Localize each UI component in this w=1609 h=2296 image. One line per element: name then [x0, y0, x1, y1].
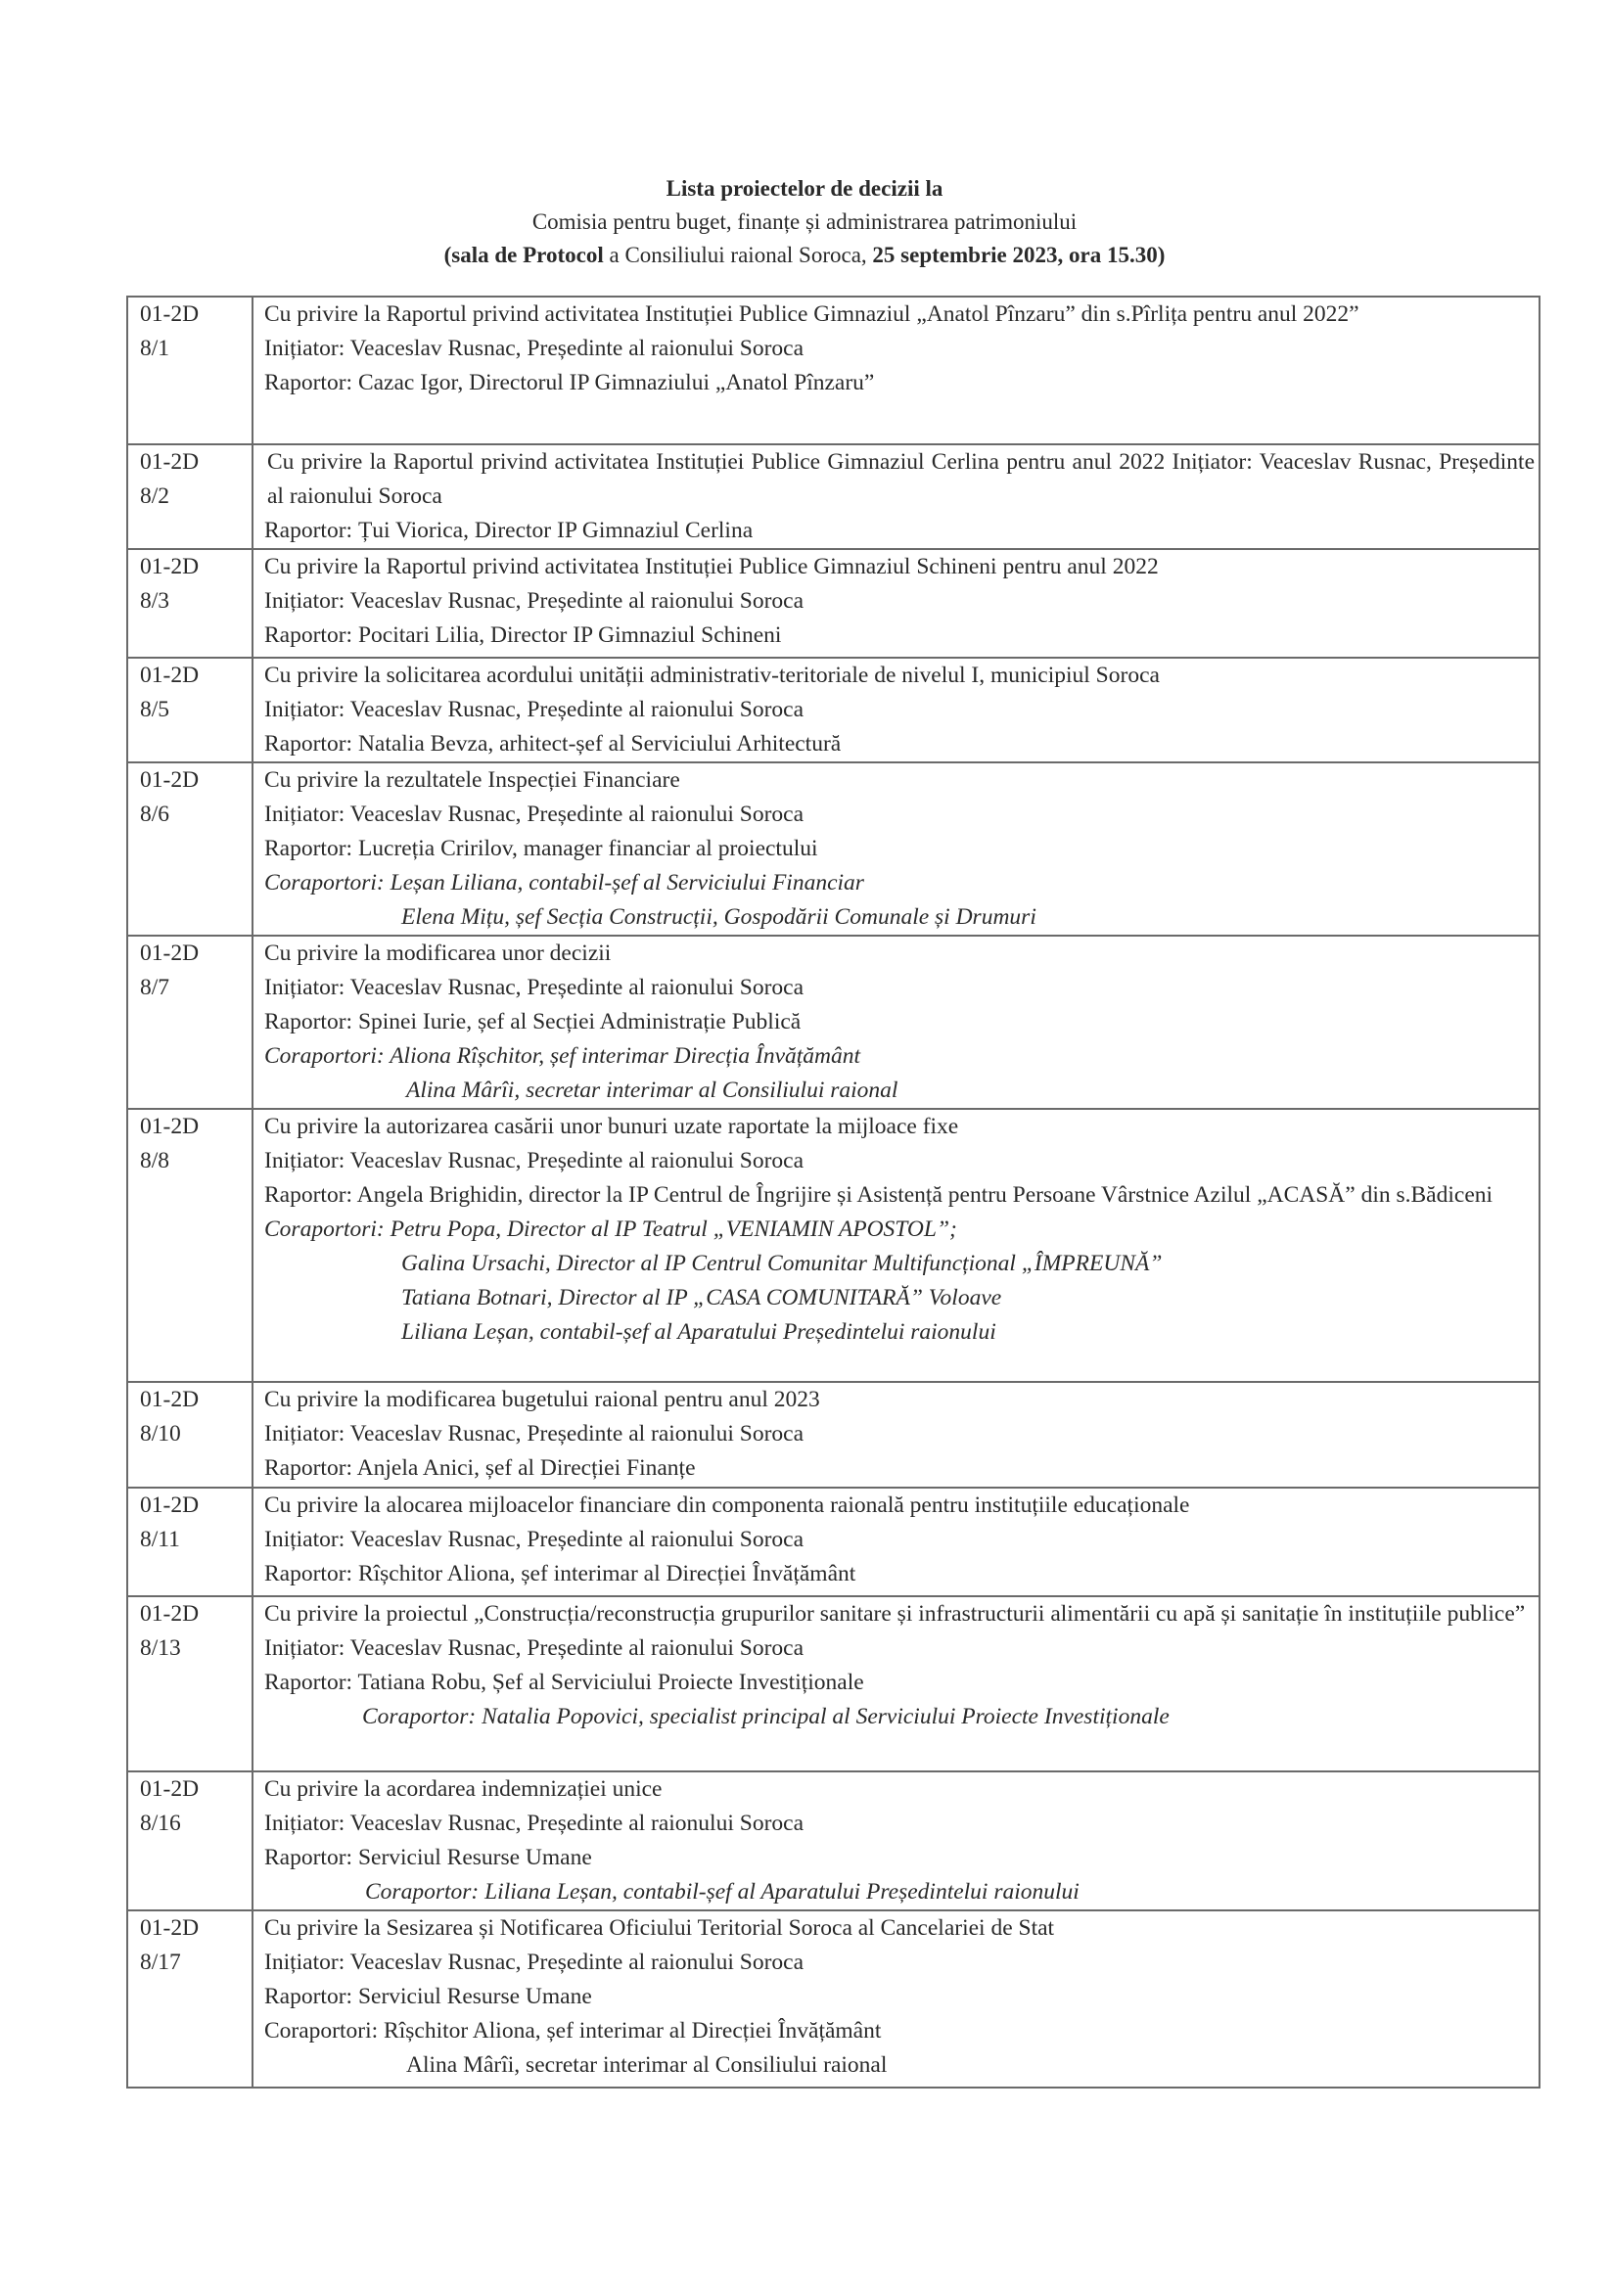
item-number-cell — [127, 658, 253, 762]
item-initiator: Inițiator: Veaceslav Rusnac, Președinte al raionului Soroca — [264, 336, 804, 361]
item-initiator: Inițiator: Veaceslav Rusnac, Președinte al raionului Soroca — [264, 1950, 804, 1975]
item-subject: Cu privire la Raportul privind activitatea Instituției Publice Gimnaziul Schineni pentru anul 2022 — [264, 554, 1159, 579]
item-number: 8/10 — [140, 1421, 181, 1446]
item-code: 01-2D — [140, 301, 200, 327]
item-rapporteur: Raportor: Anjela Anici, șef al Direcției Finanțe — [264, 1455, 696, 1481]
item-subject: Cu privire la autorizarea casării unor bunuri uzate raportate la mijloace fixe — [264, 1114, 959, 1139]
item-code: 01-2D — [140, 1114, 200, 1139]
item-content-cell — [253, 549, 1540, 658]
item-co-rapporteur: Alina Mârîi, secretar interimar al Consiliului raional — [406, 1078, 898, 1103]
item-number-cell — [127, 762, 253, 936]
item-co-rapporteur: Coraportori: Aliona Rîșchitor, șef interimar Direcția Învățământ — [264, 1043, 861, 1069]
item-code: 01-2D — [140, 449, 200, 475]
table-row — [127, 1771, 1540, 1910]
item-subject: Cu privire la Raportul privind activitatea Instituției Publice Gimnaziul „Anatol Pînzaru” din s.Pîrlița pentru anul 2022” — [264, 301, 1359, 327]
item-initiator: Inițiator: Veaceslav Rusnac, Președinte al raionului Soroca — [264, 1811, 804, 1836]
item-content-cell — [253, 1596, 1540, 1771]
item-subject: Cu privire la alocarea mijloacelor financiare din componenta raională pentru instituțiile educaționale — [264, 1492, 1190, 1518]
item-code: 01-2D — [140, 554, 200, 579]
item-content-cell — [253, 1109, 1540, 1382]
item-code: 01-2D — [140, 1492, 200, 1518]
item-code: 01-2D — [140, 941, 200, 966]
committee-name: Comisia pentru buget, finanțe și administrarea patrimoniului — [531, 209, 1078, 234]
item-rapporteur: Raportor: Rîșchitor Aliona, șef interimar al Direcției Învățământ — [264, 1561, 856, 1586]
item-number: 8/5 — [140, 697, 170, 722]
item-initiator: Inițiator: Veaceslav Rusnac, Președinte al raionului Soroca — [264, 975, 804, 1000]
item-number: 8/8 — [140, 1148, 170, 1173]
item-rapporteur: Raportor: Țui Viorica, Director IP Gimnaziul Cerlina — [264, 518, 754, 543]
item-number: 8/2 — [140, 483, 170, 509]
item-number-cell — [127, 297, 253, 444]
item-number: 8/16 — [140, 1811, 181, 1836]
table-row — [127, 1910, 1540, 2088]
item-code: 01-2D — [140, 767, 200, 793]
item-subject: Cu privire la modificarea bugetului raional pentru anul 2023 — [264, 1387, 820, 1412]
table-row — [127, 1382, 1540, 1488]
item-number-cell — [127, 1771, 253, 1910]
item-rapporteur: Raportor: Serviciul Resurse Umane — [264, 1845, 592, 1870]
item-number: 8/17 — [140, 1950, 181, 1975]
item-number: 8/6 — [140, 802, 170, 827]
item-co-rapporteur: Coraportori: Rîșchitor Aliona, șef interimar al Direcției Învățământ — [264, 2018, 882, 2043]
table-row — [127, 297, 1540, 444]
table-row — [127, 658, 1540, 762]
item-subject: Cu privire la proiectul „Construcția/reconstrucția grupurilor sanitare și infrastructurii alimentării cu apă și sanitație în instituțiile publice” — [264, 1601, 1526, 1627]
item-number-cell — [127, 1109, 253, 1382]
item-rapporteur: Raportor: Tatiana Robu, Șef al Serviciului Proiecte Investiționale — [264, 1670, 864, 1695]
table-row — [127, 1596, 1540, 1771]
item-subject: Cu privire la solicitarea acordului unității administrativ-teritoriale de nivelul I, municipiul Soroca — [264, 663, 1160, 688]
table-row — [127, 1488, 1540, 1596]
item-rapporteur: Raportor: Spinei Iurie, șef al Secției Administrație Publică — [264, 1009, 802, 1034]
item-rapporteur: Raportor: Lucreția Cririlov, manager financiar al proiectului — [264, 836, 818, 861]
meeting-place: a Consiliului raional Soroca, — [603, 243, 873, 267]
item-code: 01-2D — [140, 1601, 200, 1627]
table-row — [127, 444, 1540, 549]
item-initiator: Inițiator: Veaceslav Rusnac, Președinte al raionului Soroca — [264, 802, 804, 827]
decision-projects-table — [126, 296, 1540, 2089]
item-subject: Cu privire la modificarea unor decizii — [264, 941, 612, 966]
item-content-cell — [253, 1910, 1540, 2088]
table-row — [127, 549, 1540, 658]
document-header — [0, 172, 1609, 272]
item-initiator: Inițiator: Veaceslav Rusnac, Președinte al raionului Soroca — [264, 588, 804, 614]
item-subject: Cu privire la acordarea indemnizației unice — [264, 1776, 663, 1802]
item-co-rapporteur: Galina Ursachi, Director al IP Centrul Comunitar Multifuncțional „ÎMPREUNĂ” — [401, 1251, 1163, 1276]
item-content-cell — [253, 1382, 1540, 1488]
item-initiator: Inițiator: Veaceslav Rusnac, Președinte al raionului Soroca — [264, 1421, 804, 1446]
item-content-cell — [253, 1771, 1540, 1910]
item-initiator: Inițiator: Veaceslav Rusnac, Președinte al raionului Soroca — [264, 1148, 804, 1173]
item-initiator: Inițiator: Veaceslav Rusnac, Președinte al raionului Soroca — [264, 697, 804, 722]
item-rapporteur: Raportor: Serviciul Resurse Umane — [264, 1984, 592, 2009]
item-number-cell — [127, 549, 253, 658]
table-row — [127, 762, 1540, 936]
meeting-room: sala de Protocol — [451, 243, 604, 267]
item-co-rapporteur: Coraportori: Leșan Liliana, contabil-șef al Serviciului Financiar — [264, 870, 864, 895]
item-co-rapporteur: Alina Mârîi, secretar interimar al Consiliului raional — [406, 2052, 888, 2078]
item-number: 8/7 — [140, 975, 170, 1000]
item-number-cell — [127, 1382, 253, 1488]
table-row — [127, 936, 1540, 1109]
item-co-rapporteur: Tatiana Botnari, Director al IP „CASA COMUNITARĂ” Voloave — [401, 1285, 1002, 1310]
item-co-rapporteur: Coraportori: Petru Popa, Director al IP Teatrul „VENIAMIN APOSTOL”; — [264, 1217, 957, 1242]
meeting-details: (sala de Protocol a Consiliului raional Soroca, 25 septembrie 2023, ora 15.30) — [443, 243, 1166, 267]
item-code: 01-2D — [140, 1915, 200, 1941]
item-co-rapporteur: Coraportor: Liliana Leșan, contabil-șef al Aparatului Președintelui raionului — [365, 1879, 1080, 1905]
item-rapporteur: Raportor: Pocitari Lilia, Director IP Gimnaziul Schineni — [264, 622, 782, 648]
item-number: 8/3 — [140, 588, 170, 614]
item-number-cell — [127, 1910, 253, 2088]
item-rapporteur: Raportor: Angela Brighidin, director la IP Centrul de Îngrijire și Asistență pentru Persoane Vârstnice Azilul „ACASĂ” din s.Bădiceni — [264, 1182, 1494, 1208]
item-code: 01-2D — [140, 663, 200, 688]
item-subject: Cu privire la Raportul privind activitatea Instituției Publice Gimnaziul Cerlina pentru anul 2022 Inițiator: Veaceslav Rusnac, Președinte al raionului Soroca — [267, 449, 1535, 509]
item-initiator: Inițiator: Veaceslav Rusnac, Președinte al raionului Soroca — [264, 1635, 804, 1661]
item-subject: Cu privire la rezultatele Inspecției Financiare — [264, 767, 680, 793]
item-rapporteur: Raportor: Natalia Bevza, arhitect-șef al Serviciului Arhitectură — [264, 731, 842, 757]
item-co-rapporteur: Elena Mițu, șef Secția Construcții, Gospodării Comunale și Drumuri — [401, 904, 1036, 930]
item-initiator: Inițiator: Veaceslav Rusnac, Președinte al raionului Soroca — [264, 1527, 804, 1552]
table-row — [127, 1109, 1540, 1382]
item-number-cell — [127, 444, 253, 549]
item-content-cell — [253, 658, 1540, 762]
item-number-cell — [127, 1596, 253, 1771]
item-number-cell — [127, 936, 253, 1109]
item-co-rapporteur: Coraportor: Natalia Popovici, specialist principal al Serviciului Proiecte Investiționale — [362, 1704, 1170, 1729]
item-number: 8/13 — [140, 1635, 181, 1661]
meeting-date-time: 25 septembrie 2023, ora 15.30 — [872, 243, 1158, 267]
item-rapporteur: Raportor: Cazac Igor, Directorul IP Gimnaziului „Anatol Pînzaru” — [264, 370, 875, 395]
item-number-cell — [127, 1488, 253, 1596]
item-content-cell — [253, 1488, 1540, 1596]
item-content-cell — [253, 762, 1540, 936]
item-co-rapporteur: Liliana Leșan, contabil-șef al Aparatului Președintelui raionului — [401, 1319, 996, 1345]
item-content-cell — [253, 297, 1540, 444]
item-code: 01-2D — [140, 1387, 200, 1412]
item-content-cell — [253, 936, 1540, 1109]
item-content-cell — [253, 444, 1540, 549]
item-code: 01-2D — [140, 1776, 200, 1802]
item-number: 8/1 — [140, 336, 170, 361]
document-title: Lista proiectelor de decizii la — [666, 176, 943, 201]
item-number: 8/11 — [140, 1527, 180, 1552]
item-subject: Cu privire la Sesizarea și Notificarea Oficiului Teritorial Soroca al Cancelariei de Stat — [264, 1915, 1055, 1941]
